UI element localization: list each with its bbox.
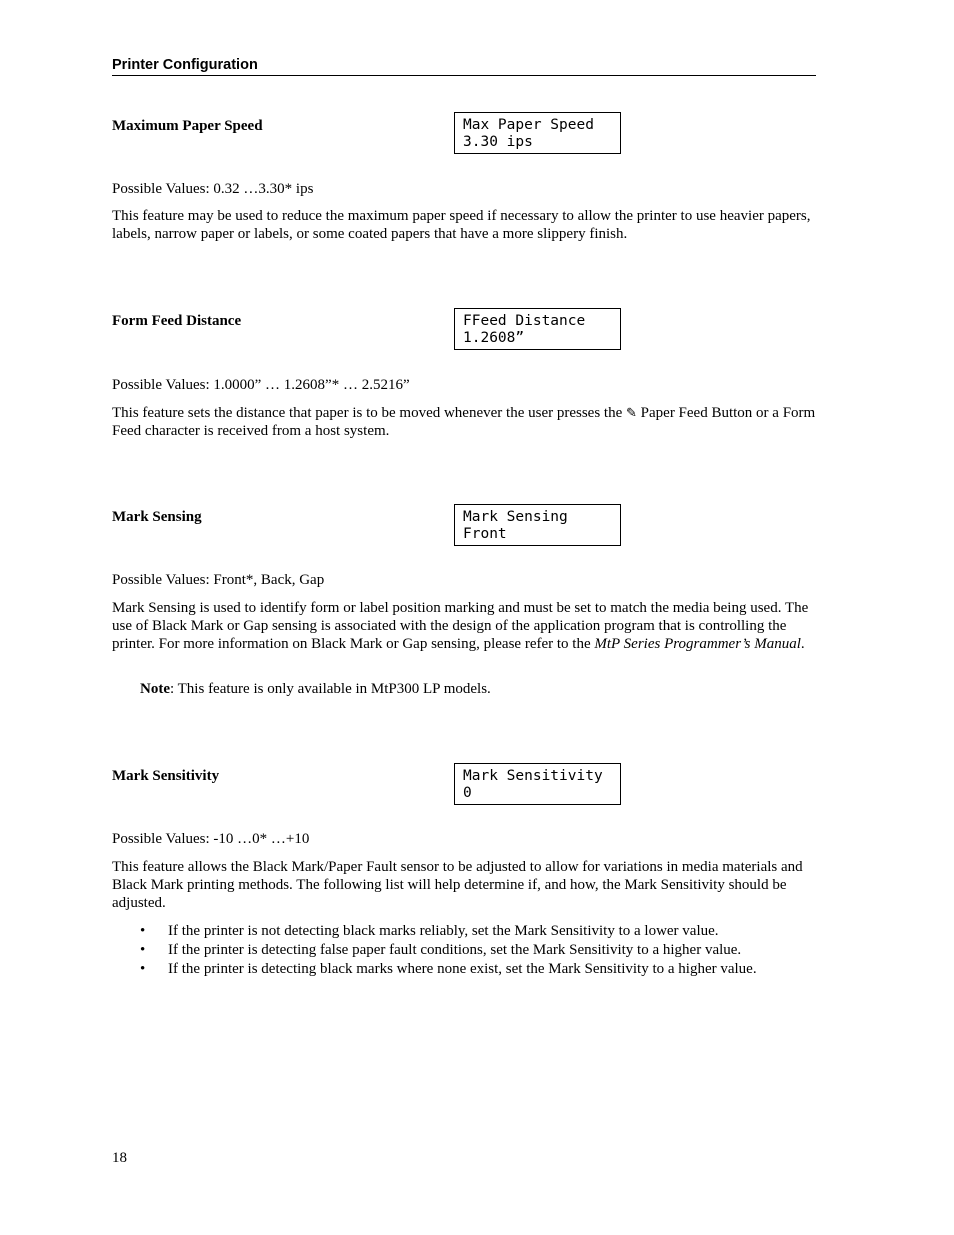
description-end: . [800,635,805,652]
section-title-mark-sensitivity: Mark Sensitivity [112,768,220,784]
possible-values-mark-sensing: Possible Values: Front*, Back, Gap [112,572,325,588]
description-part-2: Paper Feed Button or a Form Feed character is received from a host system. [112,405,816,439]
possible-values-form-feed-distance: Possible Values: 1.0000” … 1.2608”* … 2.5216” [112,377,410,393]
list-item-text: If the printer is detecting false paper fault conditions, set the Mark Sensitivity to a higher value. [168,942,742,958]
note-label: Note [140,681,170,697]
lcd-display-max-paper-speed [454,112,621,154]
list-item-text: If the printer is not detecting black marks reliably, set the Mark Sensitivity to a lower value. [168,923,719,939]
possible-values-mark-sensitivity: Possible Values: -10 …0* …+10 [112,831,310,847]
list-item [112,941,816,960]
header-title: Printer Configuration [112,57,258,73]
lcd-line-2: Front [463,526,507,542]
description-max-paper-speed: This feature may be used to reduce the maximum paper speed if necessary to allow the printer to use heavier papers, labels, narrow paper or labels, or some coated papers that have a more slippery finish. [112,208,811,242]
page-header [112,56,816,76]
possible-values-max-paper-speed: Possible Values: 0.32 …3.30* ips [112,181,314,197]
paper-feed-hand-icon: ✎ [626,405,637,420]
bullet-icon: • [140,961,146,977]
lcd-display-form-feed-distance [454,308,621,350]
list-item [112,960,816,979]
lcd-display-mark-sensing [454,504,621,546]
lcd-display-mark-sensitivity [454,763,621,805]
bullet-icon: • [140,923,146,939]
lcd-line-2: 1.2608” [463,330,525,346]
lcd-line-1: Mark Sensing [463,509,568,525]
note-text: : This feature is only available in MtP300 LP models. [170,681,491,697]
manual-title: MtP Series Programmer’s Manual [594,635,801,652]
list-item-text: If the printer is detecting black marks where none exist, set the Mark Sensitivity to a higher value. [168,961,757,977]
lcd-line-1: FFeed Distance [463,313,586,329]
section-title-mark-sensing: Mark Sensing [112,509,202,525]
section-title-form-feed-distance: Form Feed Distance [112,313,242,329]
lcd-line-2: 0 [463,785,472,801]
description-mark-sensing [112,600,816,653]
lcd-line-2: 3.30 ips [463,134,533,150]
lcd-line-1: Max Paper Speed [463,117,594,133]
adjustment-list [112,922,816,979]
bullet-icon: • [140,942,146,958]
list-item [112,922,816,941]
description-mark-sensitivity: This feature allows the Black Mark/Paper Fault sensor to be adjusted to allow for variations in media materials and Black Mark printing methods. The following list will help determine if, and how, the Mark Sensitivity should be adjusted. [112,859,803,911]
note-mark-sensing [140,681,491,698]
description-part-1: This feature sets the distance that paper is to be moved whenever the user presses the [112,405,626,421]
description-form-feed-distance [112,404,816,441]
page-number: 18 [112,1150,127,1166]
section-title-max-paper-speed: Maximum Paper Speed [112,118,263,134]
lcd-line-1: Mark Sensitivity [463,768,603,784]
description-text: Mark Sensing is used to identify form or label position marking and must be set to match the media being used. The use of Black Mark or Gap sensing is associated with the design of the application program that is controlling the printer. For more information on Black Mark or Gap sensing, please refer to the [112,600,809,652]
